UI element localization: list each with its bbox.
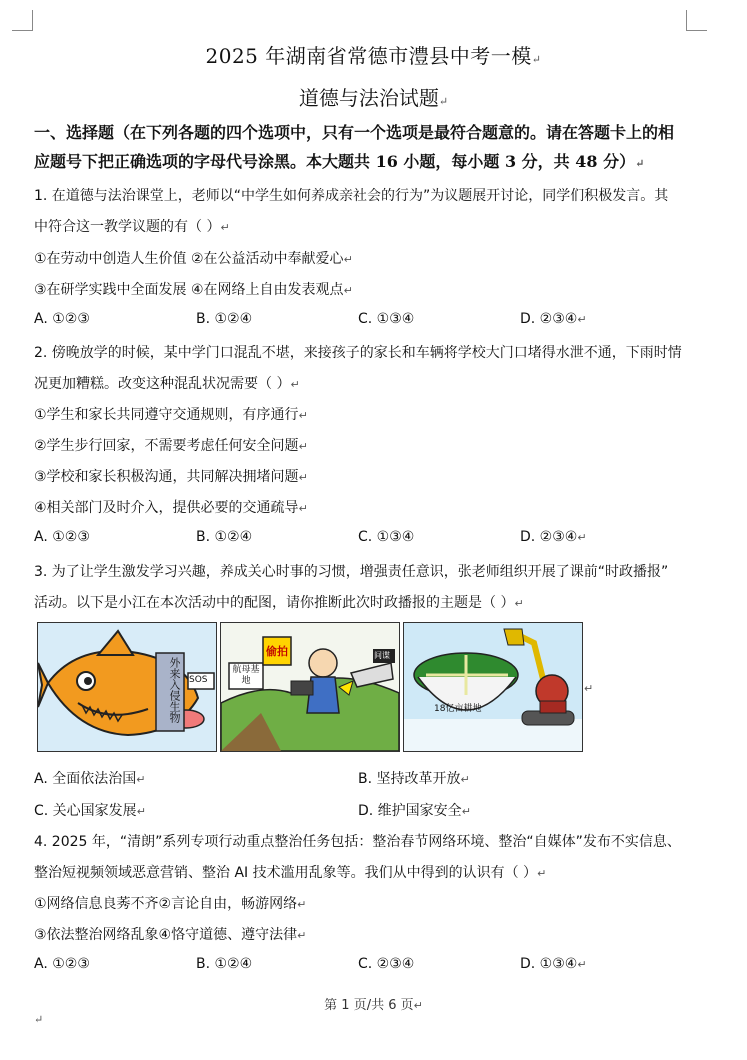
q2-item-2: ②学生步行回家，不需要考虑任何安全问题↵ [34,438,308,454]
q3-picture-row-mark: ↵ [584,682,594,695]
q1-item-line2: ③在研学实践中全面发展 ④在网络上自由发表观点↵ [34,282,353,298]
carrier-base-sign: 航母基地 [232,665,260,686]
exam-subject-title: 道德与法治试题↵ [298,86,449,110]
q2-item-3: ③学校和家长积极沟通，共同解决拥堵问题↵ [34,469,308,485]
sneak-photo-flag: 偷拍 [266,645,288,658]
q4-stem-line2: 整治短视频领域恶意营销、整治 AI 技术滥用乱象等。我们从中得到的认识有（ ）↵ [34,865,547,881]
q2-stem-line2: 况更加糟糕。改变这种混乱状况需要（ ）↵ [34,376,300,392]
crop-mark-top-right [686,10,707,31]
invasive-species-sign: 外来入侵生物 [168,657,181,723]
q1-option-b: B. ①②④ [196,311,253,327]
q4-option-c: C. ②③④ [358,956,415,972]
q2-stem-line1: 2. 傍晚放学的时候，某中学门口混乱不堪，来接孩子的家长和车辆将学校大门口堵得水泄不通，下雨时情 [34,345,682,361]
q2-option-d: D. ②③④↵ [520,529,587,545]
q4-item-line1: ①网络信息良莠不齐②言论自由，畅游网络↵ [34,896,307,912]
q4-stem-line1: 4. 2025 年，“清朗”系列专项行动重点整治任务包括：整治春节网络环境、整治“自媒体”发布不实信息、 [34,834,681,850]
exam-title: 2025 年湖南省常德市澧县中考一模↵ [205,44,542,68]
end-paragraph-mark: ↵ [34,1013,44,1026]
shark-illustration [38,623,216,751]
section-heading: 一、选择题（在下列各题的四个选项中，只有一个选项是最符合题意的。请在答题卡上的相 应题号下把正确选项的字母代号涂黑。本大题共 16 小题，每小题 3 分，共 48 分）↵ [34,123,675,171]
q3-stem-line1: 3. 为了让学生激发学习兴趣，养成关心时事的习惯，增强责任意识，张老师组织开展了课前“时政播报” [34,564,669,580]
q1-option-a: A. ①②③ [34,311,90,327]
q3-option-a: A. 全面依法治国↵ [34,771,146,787]
spy-tag: 间谍 [374,651,390,660]
q4-item-line2: ③依法整治网络乱象④恪守道德、遵守法律↵ [34,927,307,943]
q2-option-a: A. ①②③ [34,529,90,545]
q3-option-d: D. 维护国家安全↵ [358,803,471,819]
q4-option-b: B. ①②④ [196,956,253,972]
q3-stem-line2: 活动。以下是小江在本次活动中的配图，请你推断此次时政播报的主题是（ ）↵ [34,595,524,611]
q3-cartoon-spy-photo [220,622,400,752]
crop-mark-top-left [12,10,33,31]
q1-option-d: D. ②③④↵ [520,311,587,327]
q1-stem-line2: 中符合这一教学议题的有（ ）↵ [34,219,230,235]
q3-option-b: B. 坚持改革开放↵ [358,771,470,787]
q4-option-d: D. ①③④↵ [520,956,587,972]
q4-option-a: A. ①②③ [34,956,90,972]
farmland-label: 18亿亩耕地 [434,704,482,714]
farmland-illustration [404,623,582,751]
q3-cartoon-farmland [403,622,583,752]
q3-option-c: C. 关心国家发展↵ [34,803,146,819]
q2-option-c: C. ①③④ [358,529,415,545]
sos-sign: SOS [189,675,208,685]
q1-item-line1: ①在劳动中创造人生价值 ②在公益活动中奉献爱心↵ [34,251,353,267]
q2-option-b: B. ①②④ [196,529,253,545]
page-footer: 第 1 页/共 6 页↵ [324,998,423,1013]
q1-option-c: C. ①③④ [358,311,415,327]
q2-item-1: ①学生和家长共同遵守交通规则，有序通行↵ [34,407,308,423]
spy-illustration [221,623,399,751]
q2-item-4: ④相关部门及时介入，提供必要的交通疏导↵ [34,500,308,516]
q3-cartoon-invasive-species [37,622,217,752]
q1-stem-line1: 1. 在道德与法治课堂上，老师以“中学生如何养成亲社会的行为”为议题展开讨论，同学们积极发言。其 [34,188,669,204]
